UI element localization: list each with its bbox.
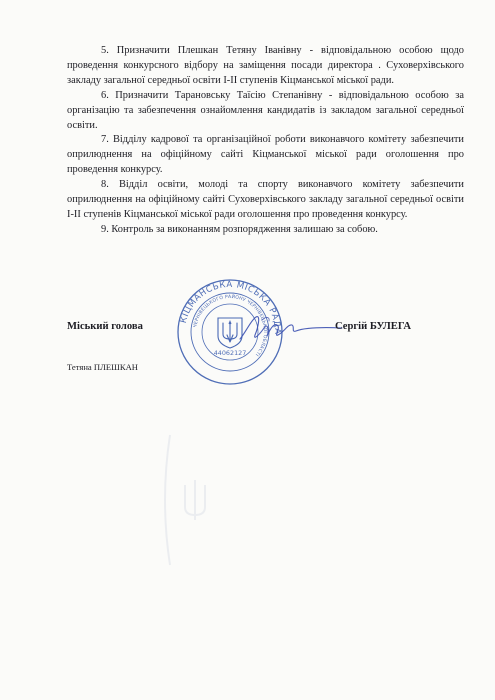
paragraph-8: 8. Відділ освіти, молоді та спорту виконавчого комітету забезпечити оприлюднення на офіційному сайті Суховерхівського закладу загальної середньої освіти І-ІІ ступенів Кіцманської міської ради оголошення про проведення конкурсу.	[67, 179, 464, 220]
order-body	[67, 44, 464, 238]
paragraph-9: 9. Контроль за виконанням розпорядження залишаю за собою.	[101, 223, 378, 235]
signatory-title: Міський голова	[67, 321, 143, 332]
paragraph-6: 6. Призначити Тарановську Таїсію Степанівну - відповідальною особою за організацію та забезпечення ознайомлення кандидатів із закладом загальної середньої освіти.	[67, 89, 464, 131]
stamp-inner-text: ЧЕРНІВЕЦЬКОГО РАЙОНУ ЧЕРНІВЕЦЬКОЇ ОБЛАСТІ	[193, 294, 268, 357]
signatory-name: Сергій БУЛЕГА	[335, 321, 412, 332]
stamp-outer-text: КІЦМАНСЬКА МІСЬКА РАДА	[178, 279, 283, 335]
handwritten-signature	[236, 308, 346, 348]
stamp-code: 44062127	[213, 349, 247, 357]
paragraph-5: 5. Призначити Плешкан Тетяну Іванівну - відповідальною особою щодо проведення конкурсного відбору на заміщення посади директора . Суховерхівського закладу загальної середньої освіти І-ІІ ступенів Кіцманської міської ради.	[67, 45, 464, 86]
executor-name: Тетяна ПЛЕШКАН	[67, 362, 138, 372]
paragraph-7: 7. Відділу кадрової та організаційної роботи виконавчого комітету забезпечити оприлюднення на офіційному сайті Кіцманської міської ради оголошення про проведення конкурсу.	[67, 134, 464, 176]
bleed-through-mark	[150, 425, 240, 575]
